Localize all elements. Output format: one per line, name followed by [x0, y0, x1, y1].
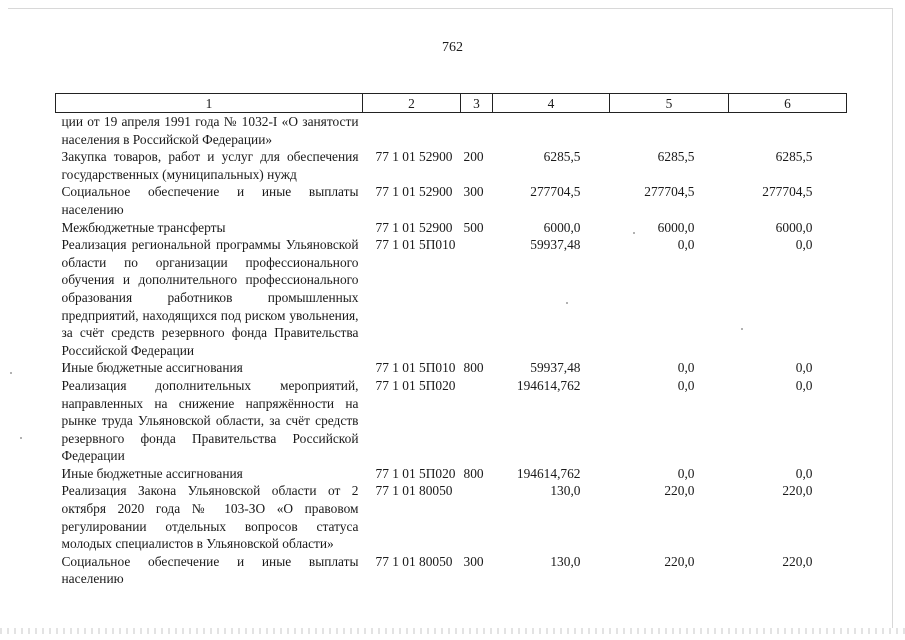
row-expense-type: 300: [463, 184, 484, 200]
scan-edge-noise: [0, 628, 905, 634]
row-name: Иные бюджетные ассигнования: [61, 360, 243, 376]
table-row: [56, 148, 847, 183]
row-amount-col6: 0,0: [795, 465, 813, 481]
row-amount-col5: 0,0: [677, 377, 695, 393]
table-row: [56, 553, 847, 588]
row-amount-col4: 59937,48: [530, 237, 581, 253]
row-name: Социальное обеспечение и иные выплаты населению: [61, 553, 359, 587]
row-expense-type: 800: [463, 360, 484, 376]
table-row: [56, 359, 847, 377]
budget-table: [55, 93, 847, 588]
table-row: [56, 236, 847, 359]
header-col-2: 2: [363, 94, 461, 113]
row-expense-type: [461, 482, 493, 552]
table-row: [56, 465, 847, 483]
row-amount-col4: 130,0: [550, 553, 581, 569]
row-amount-col6: 6000,0: [775, 219, 813, 235]
row-name: Реализация региональной программы Ульяновской области по организации профессионального обучения и дополнительного профессионального образования работников промышленных предприятий, находящихся под риском увольнения, за счёт средств резервного фонда Правительства Российской Федерации: [61, 237, 359, 358]
row-expense-type: 800: [463, 465, 484, 481]
header-col-6: 6: [729, 94, 847, 113]
row-name: Межбюджетные трансферты: [61, 219, 226, 235]
header-col-3: 3: [461, 94, 493, 113]
row-amount-col4: 6000,0: [543, 219, 581, 235]
row-amount-col5: 6285,5: [657, 149, 695, 165]
header-col-1: 1: [56, 94, 363, 113]
row-name: Закупка товаров, работ и услуг для обеспечения государственных (муниципальных) нужд: [61, 149, 359, 182]
row-amount-col6: 0,0: [795, 237, 813, 253]
row-amount-col6: [729, 113, 847, 149]
row-expense-type: [461, 113, 493, 149]
row-expense-type: [461, 236, 493, 359]
page-number: 762: [442, 40, 463, 55]
row-code: [363, 113, 461, 149]
row-amount-col5: 0,0: [677, 360, 695, 376]
table-row: [56, 377, 847, 465]
row-expense-type: 300: [463, 553, 484, 569]
table-body: [56, 113, 847, 589]
scan-speck: [566, 302, 568, 304]
scan-speck: [633, 232, 635, 234]
row-amount-col4: 194614,762: [516, 465, 581, 481]
row-amount-col4: 6285,5: [543, 149, 581, 165]
row-amount-col4: 59937,48: [530, 360, 581, 376]
row-expense-type: 500: [463, 219, 484, 235]
row-name: ции от 19 апреля 1991 года № 1032-I «О занятости населения в Российской Федерации»: [61, 114, 359, 147]
row-amount-col6: 6285,5: [775, 149, 813, 165]
row-code: 77 1 01 5П020: [375, 377, 456, 393]
row-amount-col5: [610, 113, 729, 149]
row-name: Социальное обеспечение и иные выплаты населению: [61, 184, 359, 217]
row-code: 77 1 01 5П020: [375, 465, 456, 481]
row-code: 77 1 01 52900: [375, 219, 453, 235]
row-amount-col4: 194614,762: [516, 377, 581, 393]
table-header: [56, 94, 847, 113]
row-amount-col4: 130,0: [550, 483, 581, 499]
row-amount-col5: 277704,5: [644, 184, 695, 200]
row-code: 77 1 01 80050: [375, 483, 453, 499]
row-code: 77 1 01 5П010: [375, 360, 456, 376]
row-amount-col4: 277704,5: [530, 184, 581, 200]
row-amount-col5: 220,0: [664, 483, 695, 499]
row-name: Реализация Закона Ульяновской области от 2 октября 2020 года № 103-ЗО «О правовом регулировании отдельных вопросов статуса молодых специалистов в Ульяновской области»: [61, 483, 359, 552]
row-amount-col5: 220,0: [664, 553, 695, 569]
table-row: [56, 113, 847, 149]
table-row: [56, 482, 847, 552]
row-name: Реализация дополнительных мероприятий, направленных на снижение напряжённости на рынке труда Ульяновской области, за счёт средств резервного фонда Правительства Российской Федерации: [61, 377, 359, 464]
row-amount-col5: 0,0: [677, 465, 695, 481]
row-amount-col6: 0,0: [795, 377, 813, 393]
table-row: [56, 219, 847, 237]
row-amount-col5: 6000,0: [657, 219, 695, 235]
row-name: Иные бюджетные ассигнования: [61, 465, 243, 481]
header-row: [56, 94, 847, 113]
row-amount-col5: 0,0: [677, 237, 695, 253]
row-expense-type: 200: [463, 149, 484, 165]
row-amount-col6: 0,0: [795, 360, 813, 376]
header-col-5: 5: [610, 94, 729, 113]
scan-speck: [741, 328, 743, 330]
scan-speck: [20, 437, 22, 439]
row-code: 77 1 01 52900: [375, 149, 453, 165]
row-expense-type: [461, 377, 493, 465]
row-amount-col6: 220,0: [782, 553, 813, 569]
table-row: [56, 183, 847, 218]
scan-speck: [10, 372, 12, 374]
row-amount-col4: [493, 113, 610, 149]
row-code: 77 1 01 5П010: [375, 237, 456, 253]
row-amount-col6: 277704,5: [762, 184, 813, 200]
row-amount-col6: 220,0: [782, 483, 813, 499]
header-col-4: 4: [493, 94, 610, 113]
row-code: 77 1 01 80050: [375, 553, 453, 569]
row-code: 77 1 01 52900: [375, 184, 453, 200]
